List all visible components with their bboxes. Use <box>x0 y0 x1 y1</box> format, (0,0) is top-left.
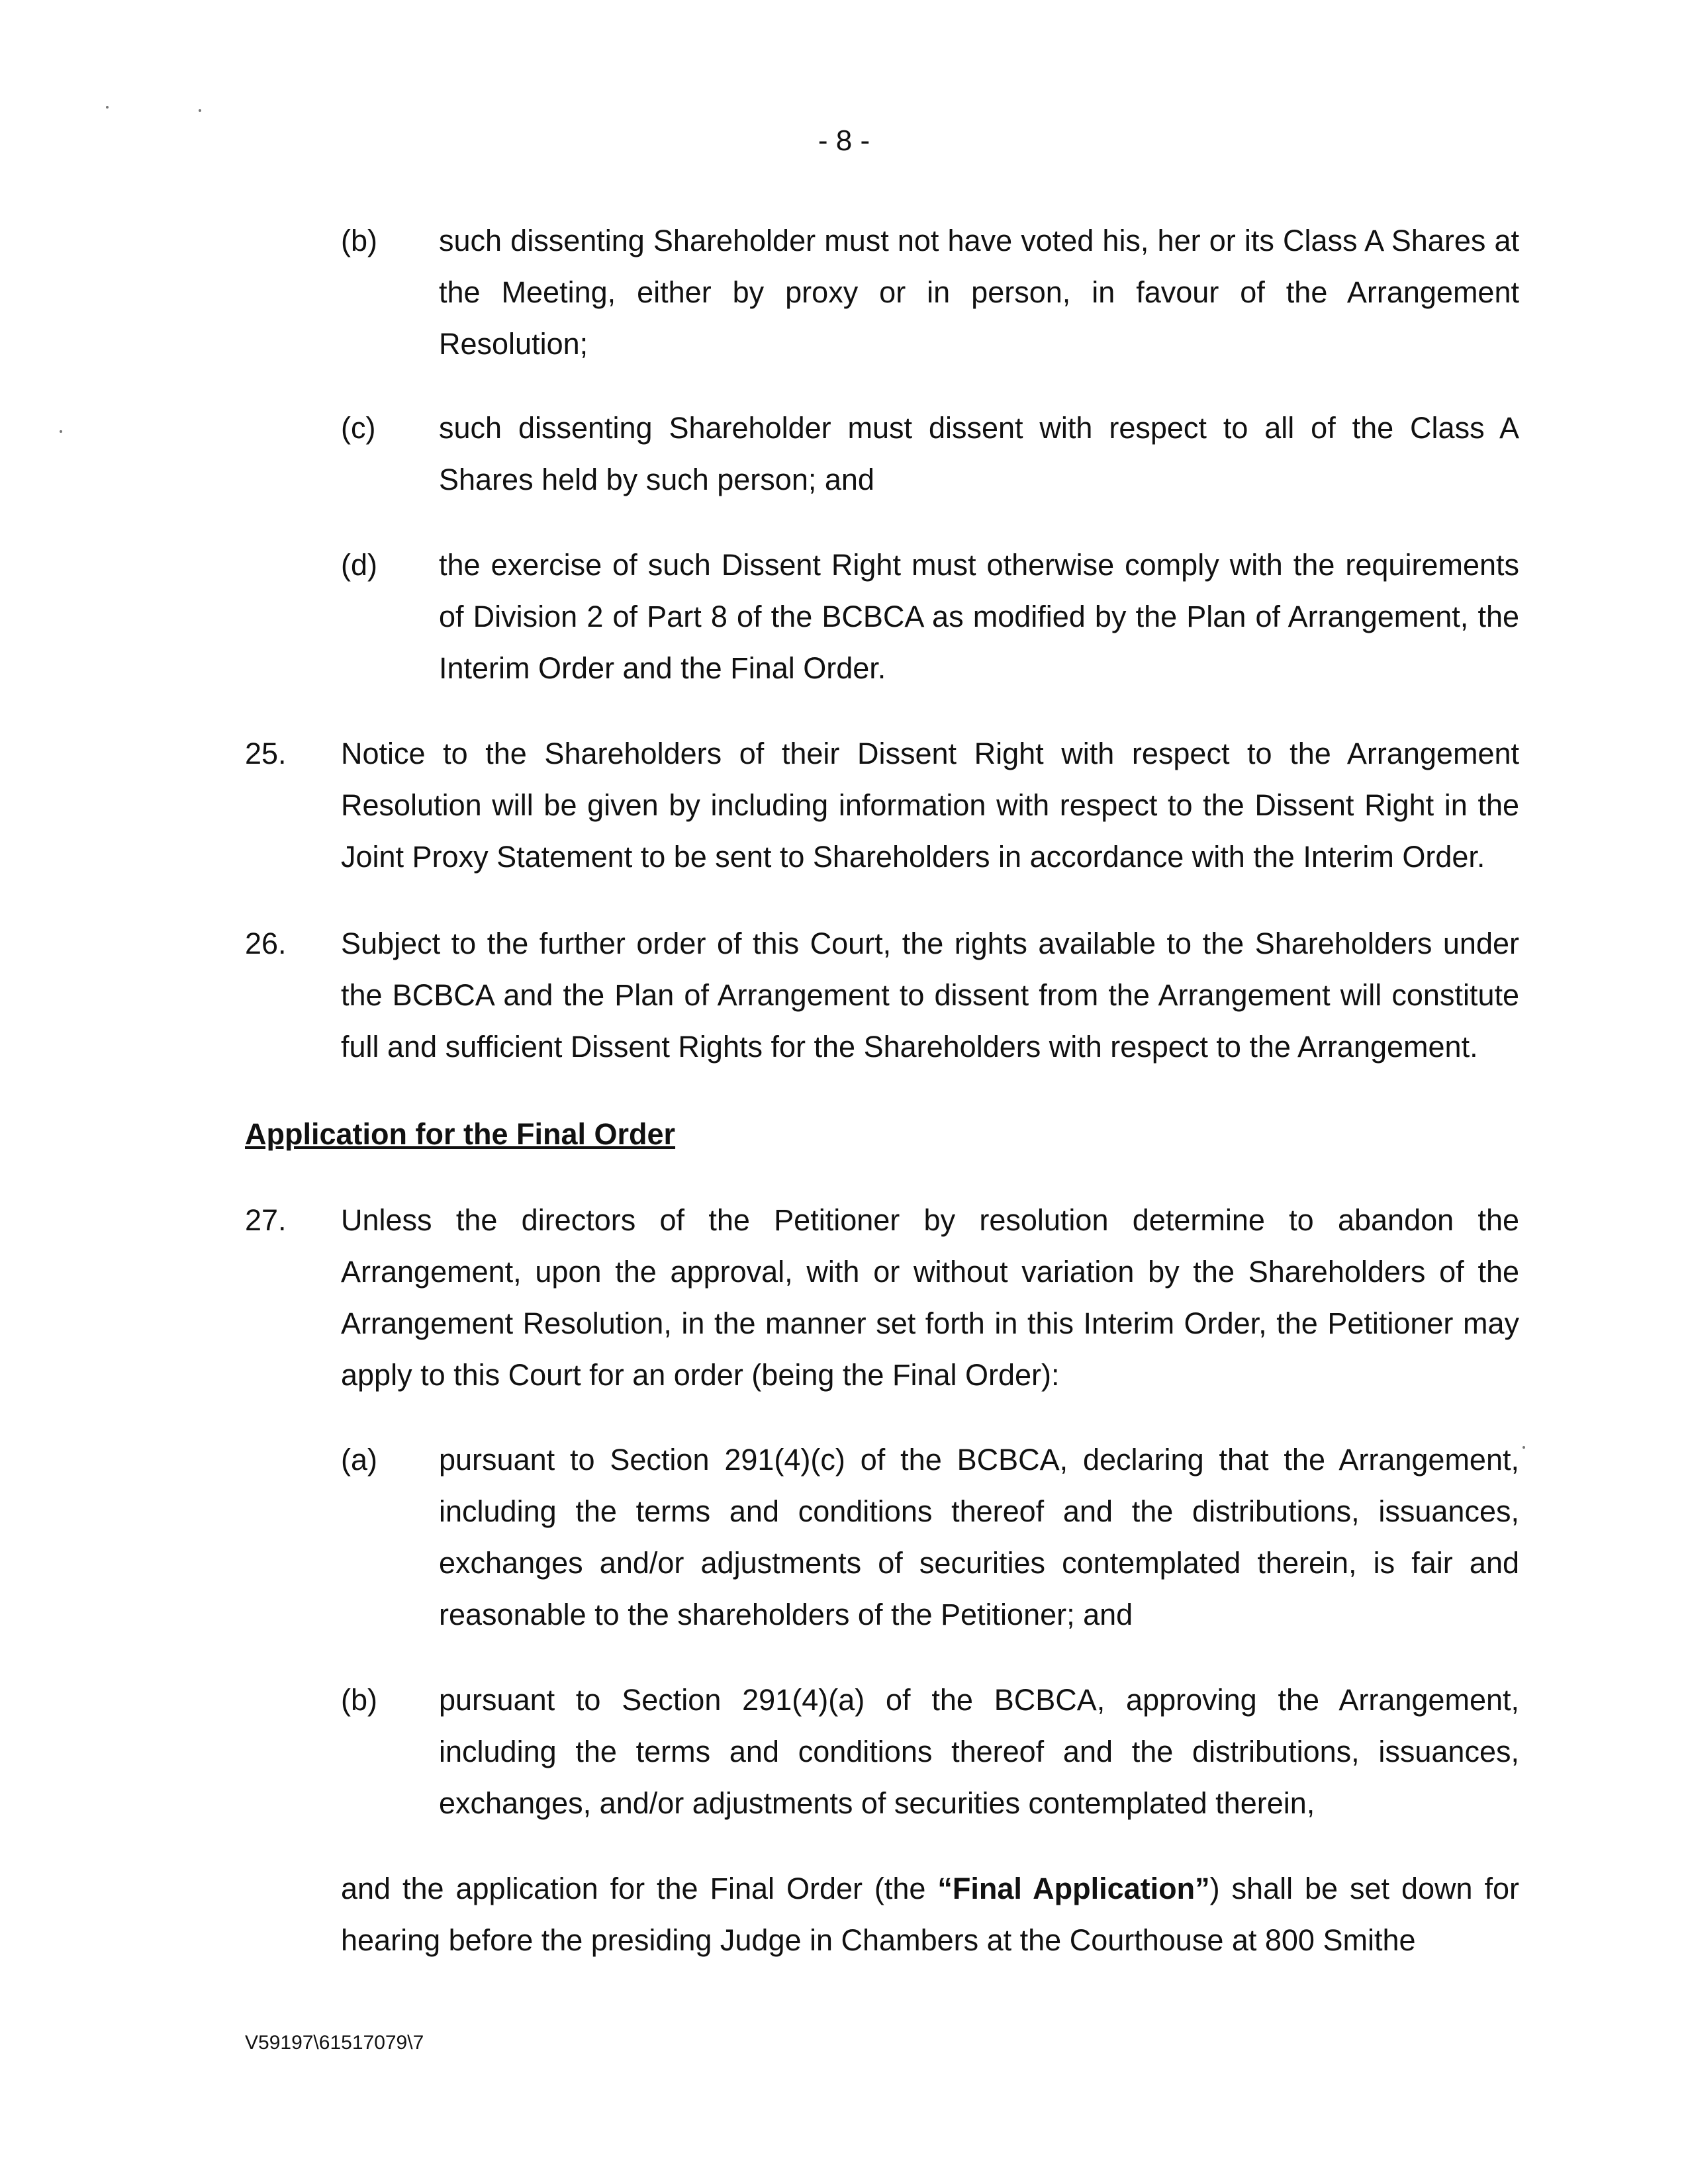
document-reference: V59197\61517079\7 <box>245 2032 424 2054</box>
defined-term-text: Final Application <box>952 1872 1196 1905</box>
paragraph: Subject to the further order of this Court, the rights available to the Shareholders under the BCBCA and the Plan of Arrangement to dissent from the Arrangement will constitute full and sufficient Dissent Rights for the Shareholders with respect to the Arrangement. <box>341 927 1519 1064</box>
paragraph: Unless the directors of the Petitioner by resolution determine to abandon the Arrangement, upon the approval, with or without variation by the Shareholders of the Arrangement Resolution, in the manner set forth in this Interim Order, the Petitioner may apply to this Court for an order (being the Final Order): <box>341 1203 1519 1392</box>
paragraph-number: 27. <box>245 1203 287 1237</box>
scan-speck <box>1523 1446 1525 1449</box>
list-item: pursuant to Section 291(4)(c) of the BCBCA, declaring that the Arrangement, including the terms and conditions thereof and the distributions, issuances, exchanges and/or adjustments of securities contemplated therein, is fair and reasonable to the shareholders of the Petitioner; and <box>439 1443 1519 1631</box>
item-label: (a) <box>341 1443 377 1477</box>
item-label: (b) <box>341 1683 377 1717</box>
defined-term-open-quote: “ <box>937 1872 953 1905</box>
list-item: pursuant to Section 291(4)(a) of the BCBCA, approving the Arrangement, including the terms and conditions thereof and the distributions, issuances, exchanges, and/or adjustments of securities contemplated therein, <box>439 1683 1519 1820</box>
paragraph: Notice to the Shareholders of their Dissent Right with respect to the Arrangement Resolution will be given by including information with respect to the Dissent Right in the Joint Proxy Statement to be sent to Shareholders in accordance with the Interim Order. <box>341 737 1519 874</box>
defined-term-close-quote: ” <box>1195 1872 1210 1905</box>
item-label: (d) <box>341 548 377 582</box>
page-number: - 8 - <box>818 124 870 157</box>
scan-speck <box>60 430 62 433</box>
item-label: (c) <box>341 411 376 445</box>
scan-speck <box>199 109 201 112</box>
section-heading: Application for the Final Order <box>245 1117 676 1151</box>
list-item: such dissenting Shareholder must dissent with respect to all of the Class A Shares held by such person; and <box>439 411 1519 496</box>
paragraph-number: 25. <box>245 737 287 770</box>
scan-speck <box>106 106 109 109</box>
paragraph-number: 26. <box>245 927 287 960</box>
list-item: the exercise of such Dissent Right must otherwise comply with the requirements of Division 2 of Part 8 of the BCBCA as modified by the Plan of Arrangement, the Interim Order and the Final Order. <box>439 548 1519 685</box>
item-label: (b) <box>341 224 377 257</box>
closing-text-after: ) shall be set down for hearing before the presiding Judge in Chambers at the Courthouse at 800 Smithe <box>341 1872 1519 1957</box>
defined-term <box>937 1872 1209 1905</box>
closing-paragraph <box>341 1863 1519 1966</box>
list-item: such dissenting Shareholder must not have voted his, her or its Class A Shares at the Meeting, either by proxy or in person, in favour of the Arrangement Resolution; <box>439 224 1519 361</box>
closing-text-before: and the application for the Final Order (the <box>341 1872 938 1905</box>
